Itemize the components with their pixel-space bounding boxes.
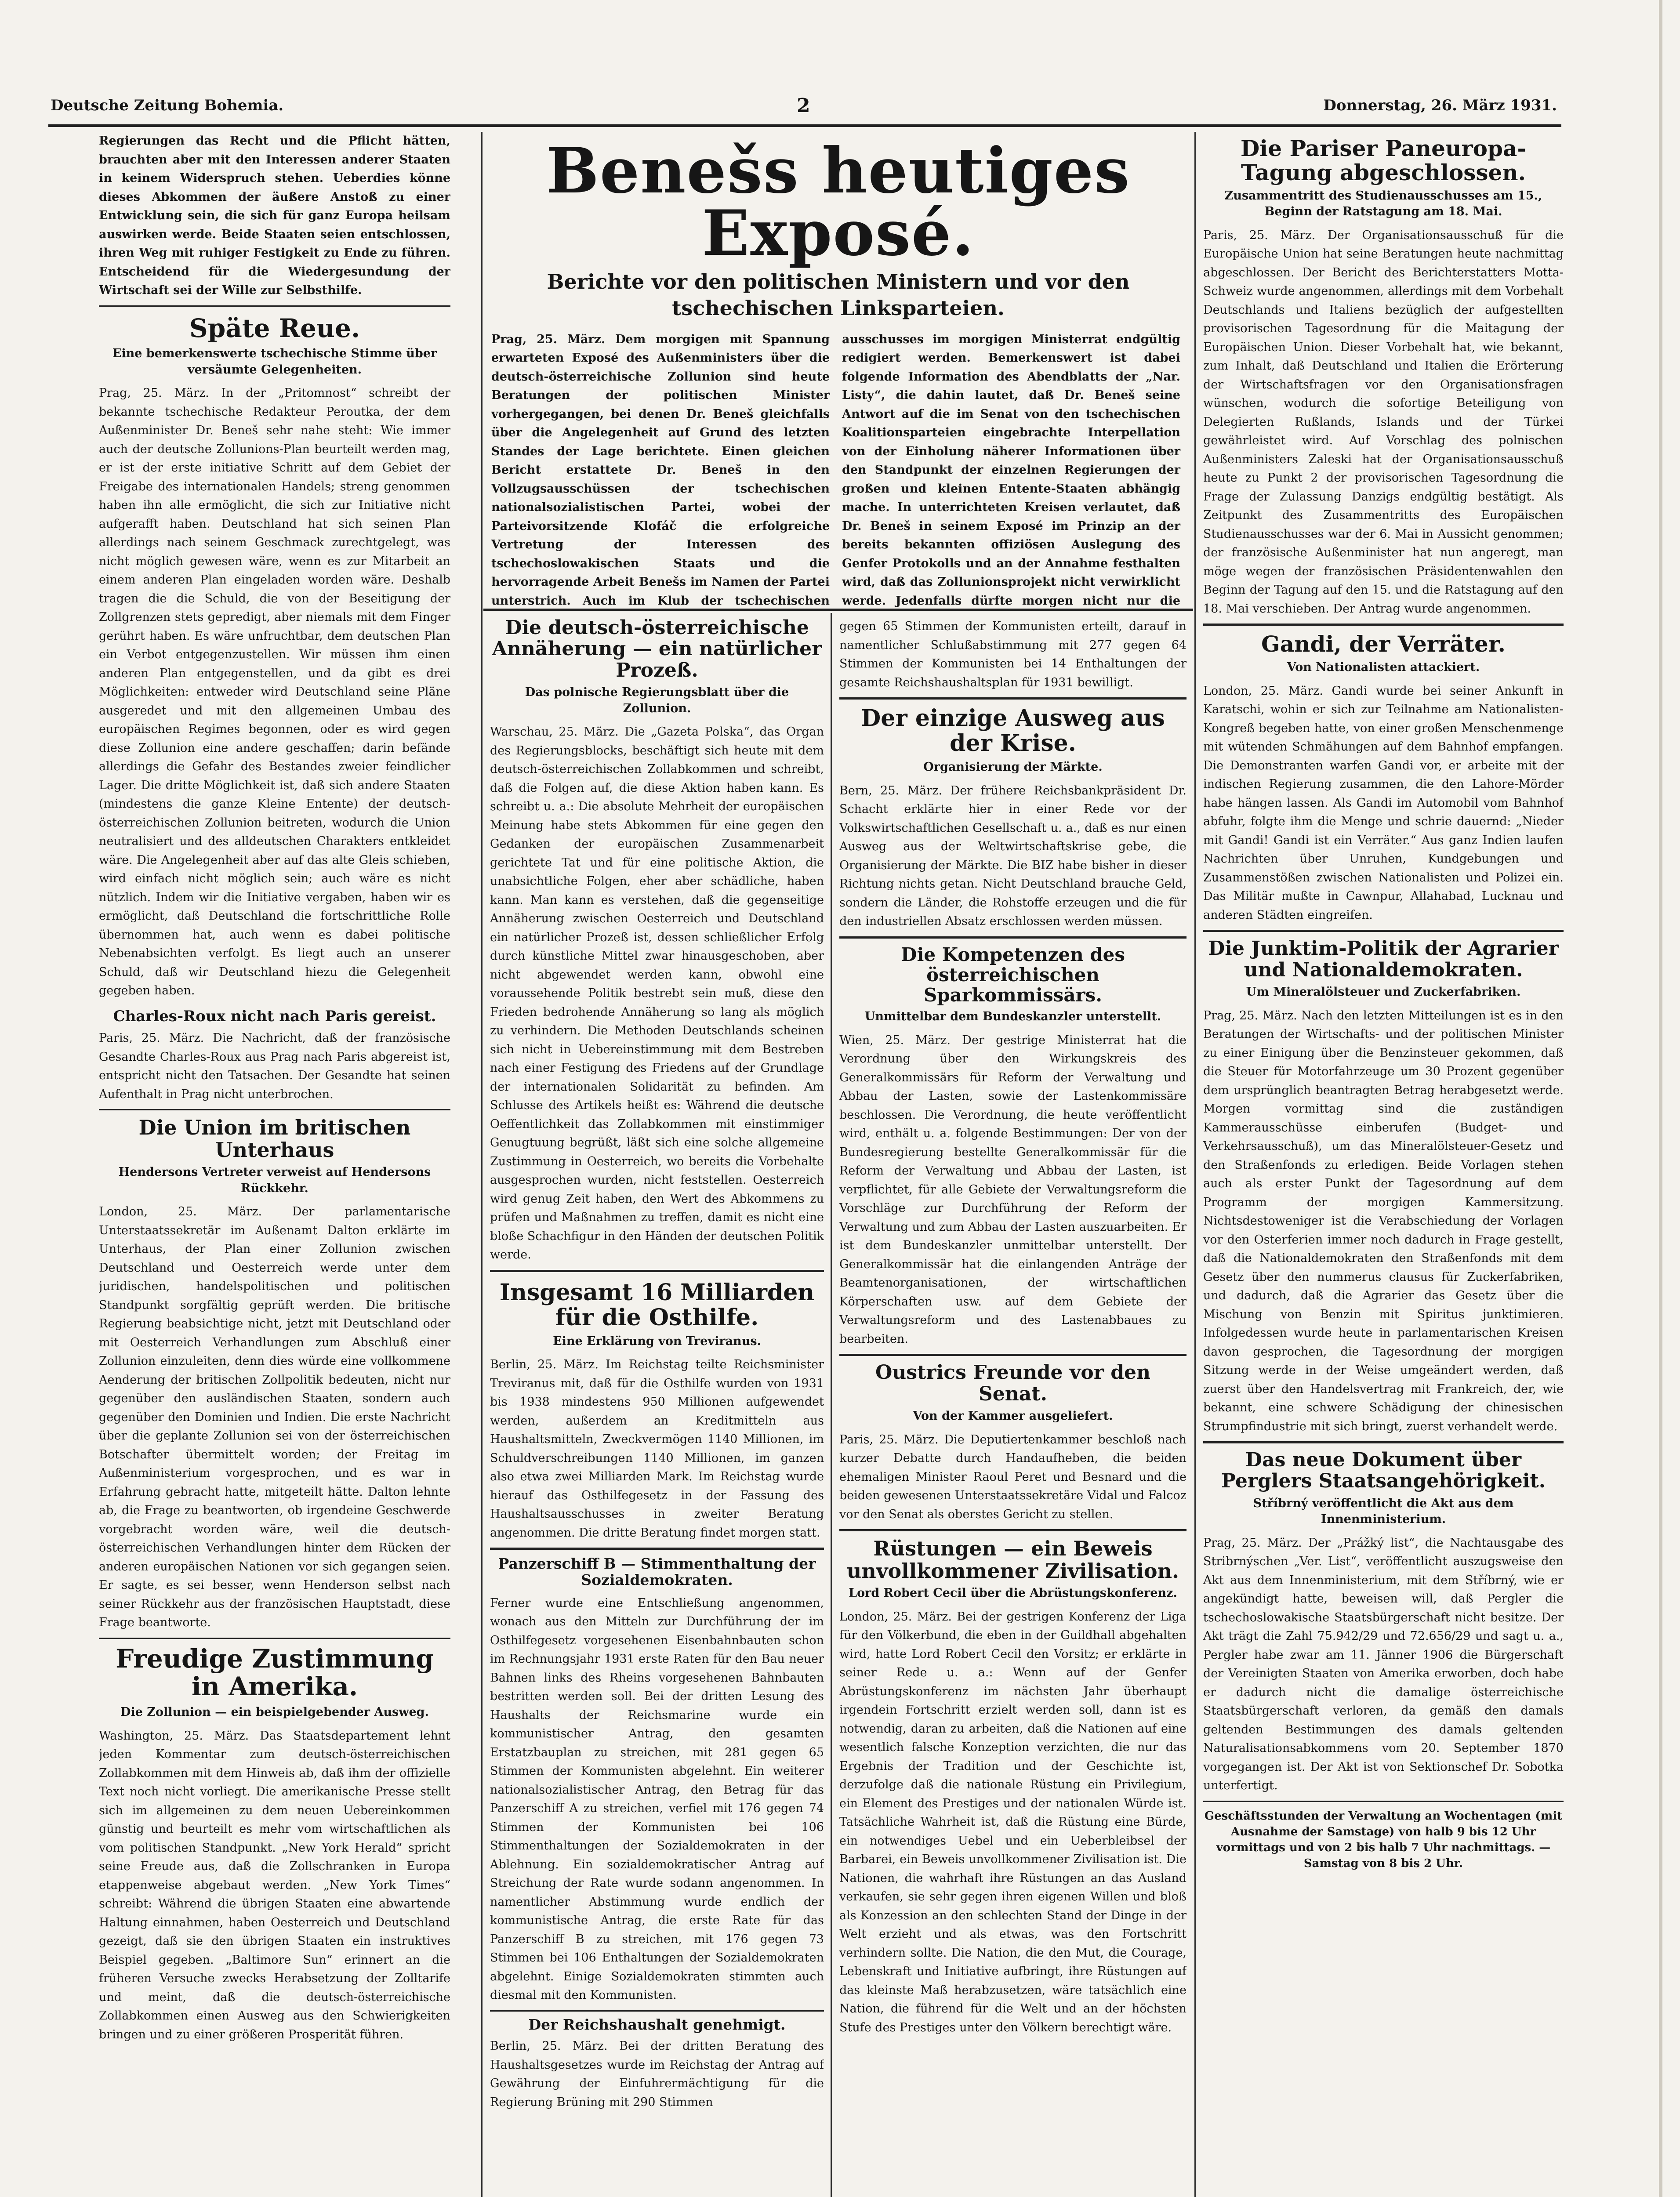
page-header bbox=[51, 92, 1557, 119]
lead-story-title: Benešs heutiges Exposé. bbox=[546, 134, 1131, 270]
article-body: Paris, 25. März. Die Nachricht, daß der französische Gesandte Charles-Roux aus Prag nach Paris abgereist ist, entspricht nicht den Tatsachen. Der Gesandte hat seinen Aufenthalt in Prag nicht unterbrochen. bbox=[99, 1031, 450, 1101]
article-body: London, 25. März. Bei der gestrigen Konferenz der Liga für den Völkerbund, die eben in der Guildhall abgehalten wird, hatte Lord Robert Cecil den Vorsitz; er erklärte in seiner Rede u. a.: Wenn auf der Genfer Abrüstungskonferenz im nächsten Jahr überhaupt irgendein Fortschritt erzielt werden soll, dann ist es notwendig, daran zu arbeiten, daß die Nationen auf eine wesentlich falsche Konzeption verzichten, die nur das Ergebnis der Tradition und der Geschichte ist, derzufolge daß die nationale Rüstung ein Privilegium, ein Element des Prestiges und der nationalen Würde ist. Tatsächliche Wahrheit ist, daß die Rüstung eine Bürde, ein notwendiges Uebel und ein Ueberbleibsel der Barbarei, ein Beweis unvollkommener Zivilisation ist. Die Nationen, die wahrhaft ihre Rüstungen an das Ausland verkaufen, sie sehr gegen ihren eigenen Willen und bloß als Konzession an den schlechten Stand der Dinge in der Welt erzieht und als etwas, was den Fortschritt verhindern sollte. Die Nation, die den Mut, die Courage, Lebenskraft und Initiative aufbringt, ihre Rüstungen auf das kleinste Maß herabzusetzen, wäre tatsächlich eine Nation, die führend für die Welt und an der höchsten Stufe des Prestiges unter den Völkern berechtigt wäre. bbox=[839, 1610, 1187, 2034]
article-body: gegen 65 Stimmen der Kommunisten erteilt, darauf in namentlicher Schlußabstimmung mit 277 gegen 64 Stimmen der Kommunisten bei 14 Enthaltungen der gesamte Reichshaushaltsplan für 1931 bewilligt. bbox=[839, 620, 1187, 689]
divider bbox=[839, 1354, 1187, 1356]
scan-edge bbox=[1659, 0, 1662, 2197]
article-title: Freudige Zustimmung in Amerika. bbox=[116, 1643, 434, 1702]
article-body: Bern, 25. März. Der frühere Reichsbankpräsident Dr. Schacht erklärte hier in einer Rede vor der Volkswirtschaftlichen Gesellschaft u. a., daß es nur einen Ausweg aus der Weltwirtschaftskrise gebe, die Organisierung der Märkte. Die BIZ habe bisher in dieser Richtung nichts getan. Nicht Deutschland brauche Geld, sondern die Länder, die Rohstoffe erzeugen und die für den industriellen Absatz erschlossen werden müssen. bbox=[839, 783, 1187, 928]
article-subtitle: Hendersons Vertreter verweist auf Hendersons Rückkehr. bbox=[118, 1165, 431, 1195]
article-subtitle: Zusammentritt des Studienausschusses am 15., Beginn der Ratstagung am 18. Mai. bbox=[1224, 189, 1542, 219]
article-body: Prag, 25. März. Nach den letzten Mitteilungen ist es in den Beratungen der Wirtschafts- und der politischen Minister zu einer Einigung über die Benzinsteuer gekommen, daß die Steuer für Motorfahrzeuge um 30 Prozent gegenüber dem ursprünglich beantragten Betrag herabgesetzt werde. Morgen vormittag sind die zuständigen Kammerausschüsse einberufen (Budget- und Verkehrsausschuß), um das Mineralölsteuer-Gesetz und den Straßenfonds zu erledigen. Beide Vorlagen stehen auch als erster Punkt der Tagesordnung auf dem Programm der morgigen Kammersitzung. Nichtsdestoweniger ist die Verabschiedung der Vorlagen vor den Osterferien immer noch dadurch in Frage gestellt, daß die Nationaldemokraten den Straßenfonds mit dem Gesetz über den nummerus clausus für Zuckerfabriken, und dadurch, daß die Agrarier das Gesetz über die Mischung von Benzin mit Spiritus junktimieren. Infolgedessen wurde heute in parlamentarischen Kreisen davon gesprochen, die Tagesordnung der morgigen Sitzung werde in der Weise umgeändert werden, daß zuerst über den Handelsvertrag mit Frankreich, der, wie bekannt, eine schwere Schädigung der chinesischen Strumpfindustrie mit sich bringt, zuerst verhandelt werde. bbox=[1203, 1008, 1564, 1433]
article-subtitle: Um Mineralölsteuer und Zuckerfabriken. bbox=[1246, 985, 1521, 999]
divider bbox=[1203, 930, 1564, 932]
article-body: Warschau, 25. März. Die „Gazeta Polska“, das Organ des Regierungsblocks, beschäftigt sich heute mit dem deutsch-österreichischen Zollabkommen und schreibt, daß die Folgen auf, die diese Aktion haben kann. Es schreibt u. a.: Die absolute Mehrheit der europäischen Meinung habe stets Abkommen für eine gegen den Gedanken der europäischen Zusammenarbeit gerichtete Tat und für eine politische Aktion, die unabsichtliche Folgen, eher aber schädliche, haben kann. Man kann es verstehen, daß die gegenseitige Annäherung zwischen Oesterreich und Deutschland ein natürlicher Prozeß ist, dessen schließlicher Erfolg durch künstliche Mittel zwar hinausgeschoben, aber nicht abgewendet werden kann, obwohl eine voraussehende Politik bestrebt sein muß, diese den Frieden bedrohende Annäherung so lang als möglich zu verhindern. Die Methoden Deutschlands scheinen sich nicht in Uebereinstimmung mit dem Bestreben nach einer Festigung des Friedens auf der Grundlage der internationalen Solidarität zu befinden. Am Schlusse des Artikels heißt es: Während die deutsche Oeffentlichkeit das Zollabkommen mit einstimmiger Genugtuung begrüßt, läßt sich eine solche allgemeine Zustimmung in Oesterreich, wo bereits die Vorbehalte ausgesprochen wurden, nicht feststellen. Oesterreich wird genug Zeit haben, den Wert des Abkommens zu prüfen und Maßnahmen zu treffen, damit es nicht eine bloße Schachfigur in den Händen der deutschen Politik werde. bbox=[490, 725, 824, 1262]
article-body: Wien, 25. März. Der gestrige Ministerrat hat die Verordnung über den Wirkungskreis des Generalkommissärs für Reform der Verwaltung und Abbau der Lasten, sowie der Lastenkommissäre beschlossen. Die Verordnung, die heute veröffentlicht wird, enthält u. a. folgende Bestimmungen: Der von der Bundesregierung bestellte Generalkommissär für die Reform der Verwaltung und Abbau der Lasten, ist verpflichtet, für alle Gebiete der Verwaltungsreform die Vorschläge zur Durchführung der Reform der Verwaltung und zum Abbau der Lasten auszuarbeiten. Er ist dem Bundeskanzler unmittelbar unterstellt. Der Generalkommissär hat die einlangenden Anträge der Beamtenorganisationen, der wirtschaftlichen Körperschaften usw. auf dem Gebiete der Verwaltungsreform und des Lastenabbaues zu bearbeiten. bbox=[839, 1033, 1187, 1346]
article-title: Die Pariser Paneuropa-Tagung abgeschlossen. bbox=[1240, 135, 1527, 185]
divider bbox=[483, 609, 1193, 611]
article-subtitle: Unmittelbar dem Bundeskanzler unterstellt. bbox=[864, 1010, 1161, 1024]
article-subtitle: Von der Kammer ausgeliefert. bbox=[913, 1409, 1113, 1423]
article-body: Berlin, 25. März. Im Reichstag teilte Reichsminister Treviranus mit, daß für die Osthilfe wurden von 1931 bis 1938 mindestens 950 Millionen aufgewendet werden, außerdem an Kreditmitteln aus Haushaltsmitteln, Zweckvermögen 1140 Millionen, im Schuldverschreibungen 1140 Millionen, im ganzen also etwa zwei Milliarden Mark. Im Reichstag wurde hierauf das Osthilfegesetz in der Fassung des Haushaltsausschusses in zweiter Beratung angenommen. Die dritte Beratung findet morgen statt. bbox=[490, 1358, 824, 1540]
article-title: Panzerschiff B — Stimmenthaltung der Sozialdemokraten. bbox=[498, 1555, 816, 1588]
article-subtitle: Lord Robert Cecil über die Abrüstungskonferenz. bbox=[849, 1586, 1177, 1600]
divider bbox=[839, 1529, 1187, 1531]
divider bbox=[99, 305, 450, 307]
divider bbox=[839, 936, 1187, 939]
divider bbox=[839, 697, 1187, 700]
article-body: London, 25. März. Gandi wurde bei seiner Ankunft in Karatschi, wohin er sich zur Teilnahme am Nationalisten-Kongreß begeben hatte, von einer großen Menschenmenge mit wütenden Schmähungen auf dem Bahnhof empfangen. Die Demonstranten warfen Gandi vor, er arbeite mit der indischen Regierung zusammen, die den Lahore-Mörder habe hängen lassen. Als Gandi im Automobil vom Bahnhof abfuhr, folgte ihm die Menge und schrie dauernd: „Nieder mit Gandi! Gandi ist ein Verräter.“ Aus ganz Indien laufen Nachrichten über Unruhen, Kundgebungen und Zusammenstößen zwischen Nationalisten und Polizei ein. Das Militär mußte in Cawnpur, Allahabad, Lucknau und anderen Städten eingreifen. bbox=[1203, 684, 1564, 922]
article-title: Insgesamt 16 Milliarden für die Osthilfe. bbox=[499, 1279, 815, 1331]
divider bbox=[490, 1548, 824, 1550]
article-title: Oustrics Freunde vor den Senat. bbox=[875, 1361, 1151, 1405]
article-subtitle: Eine Erklärung von Treviranus. bbox=[553, 1334, 761, 1348]
lead-story-body-left: Prag, 25. März. Dem morgigen mit Spannung erwarteten Exposé des Außenministers über die deutsch-österreichische Zollunion sind heute Beratungen der politischen Minister vorhergegangen, bei denen Dr. Beneš gleichfalls über die Angelegenheit auf Grund des letzten Standes der Lage berichtete. Einen gleichen Bericht erstattete Dr. Beneš in den Vollzugsausschüssen der tschechischen nationalsozialistischen Partei, wobei der Parteivorsitzende Klofáč die erfolgreiche Vertretung der Interessen des tschechoslowakischen Staats und die hervorragende Arbeit Benešs im Namen der Partei unterstrich. Auch im Klub der tschechischen bbox=[491, 332, 830, 608]
column-1 bbox=[99, 132, 450, 2197]
article-subtitle: Organisierung der Märkte. bbox=[923, 760, 1103, 774]
lead-continuation: Regierungen das Recht und die Pflicht hätten, brauchten aber mit den Interessen anderer Staaten in keinem Widerspruch stehen. Ueberdies könne dieses Abkommen der äußere Anstoß zu einer Entwicklung sein, die sich für ganz Europa heilsam auswirken werde. Beide Staaten seien entschlossen, ihren Weg mit ruhiger Festigkeit zu Ende zu führen. Entscheidend für die Wiedergesundung der Wirtschaft sei der Wille zur Selbsthilfe. bbox=[99, 134, 450, 297]
divider bbox=[1203, 1441, 1564, 1443]
article-body: London, 25. März. Der parlamentarische Unterstaatssekretär im Außenamt Dalton erklärte im Unterhaus, der Plan einer Zollunion zwischen Deutschland und Oesterreich werde unter dem juridischen, handelspolitischen und politischen Standpunkt sorgfältig geprüft werden. Die britische Regierung beabsichtige nicht, jetzt mit Deutschland oder mit Oesterreich Verhandlungen zum Abschluß einer Zollunion einzuleiten, denn dies würde eine vollkommene Aenderung der britischen Zollpolitik bedeuten, nicht nur gegenüber den ausländischen Staaten, sondern auch gegenüber den Dominien und Indien. Die erste Nachricht über die geplante Zollunion sei von der österreichischen Botschafter übermittelt worden; der Freitag im Außenministerium vorgesprochen, und es war in Erfahrung gebracht hatte, mitgeteilt hätte. Dalton lehnte ab, die Frage zu beantworten, ob irgendeine Geschwerde vorgebracht worden wäre, weil die deutsch-österreichischen Verhandlungen hinter dem Rücken der anderen europäischen Nationen vor sich gegangen seien. Er sagte, es sei besser, wenn Henderson selbst nach seiner Rückkehr aus der französischen Hauptstadt, diese Frage beantworte. bbox=[99, 1205, 450, 1630]
divider bbox=[490, 2010, 824, 2012]
article-subtitle: Die Zollunion — ein beispielgebender Ausweg. bbox=[120, 1705, 429, 1719]
divider bbox=[1203, 624, 1564, 626]
article-body: Berlin, 25. März. Bei der dritten Beratung des Haushaltsgesetzes wurde im Reichstag der Antrag auf Gewährung der Einfuhrermächtigung für die Regierung Brüning mit 290 Stimmen bbox=[490, 2039, 824, 2109]
page-number: 2 bbox=[796, 94, 810, 117]
divider bbox=[99, 1638, 450, 1639]
article-body: Ferner wurde eine Entschließung angenommen, wonach aus den Mitteln zur Durchführung der im Osthilfegesetz vorgesehenen Eisenbahnbauten schon im Rechnungsjahr 1931 erste Raten für den Bau neuer Bahnen links des Rheins vorgesehenen Bahnbauten bestritten werden soll. Bei der dritten Lesung des Haushalts der Reichsmarine wurde ein kommunistischer Antrag, den gesamten Erstatzbauplan zu streichen, mit 281 gegen 65 Stimmen der Kommunisten abgelehnt. Ein weiterer nationalsozialistischer Antrag, den Betrag für das Panzerschiff A zu streichen, verfiel mit 176 gegen 74 Stimmen der Kommunisten bei 106 Stimmenthaltungen der Sozialdemokraten in der Ablehnung. Ein sozialdemokratischer Antrag auf Streichung der Rate wurde sodann angenommen. In namentlicher Abstimmung wurde endlich der kommunistische Antrag, die erste Rate für das Panzerschiff B zu streichen, mit 176 gegen 73 Stimmen bei 106 Enthaltungen der Sozialdemokraten abgelehnt. Einige Sozialdemokraten stimmten auch diesmal mit den Kommunisten. bbox=[490, 1596, 824, 2002]
issue-date: Donnerstag, 26. März 1931. bbox=[1323, 97, 1557, 114]
article-body: Washington, 25. März. Das Staatsdepartement lehnt jeden Kommentar zum deutsch-österreichischen Zollabkommen mit dem Hinweis ab, daß ihm der offizielle Text noch nicht vorliegt. Die amerikanische Presse stellt sich im allgemeinen zu dem neuen Uebereinkommen günstig und beurteilt es mehr vom wirtschaftlichen als vom politischen Standpunkt. „New York Herald“ spricht seine Freude aus, daß die Zollschranken in Europa etappenweise abgebaut werden. „New York Times“ schreibt: Während die übrigen Staaten eine abwartende Haltung einnahmen, haben Oesterreich und Deutschland gezeigt, daß sie den übrigen Staaten ein instruktives Beispiel gegeben. „Baltimore Sun“ erinnert an die früheren Versuche zwecks Herabsetzung der Zolltarife und meint, daß die deutsch-österreichische Zollabkommen einen Ausweg aus den Schwierigkeiten bringen und zu einer größeren Prosperität führen. bbox=[99, 1729, 450, 2041]
article-title: Charles-Roux nicht nach Paris gereist. bbox=[113, 1007, 436, 1025]
divider bbox=[490, 1270, 824, 1272]
newspaper-name: Deutsche Zeitung Bohemia. bbox=[51, 97, 284, 114]
divider bbox=[99, 1109, 450, 1110]
article-body: Paris, 25. März. Der Organisationsausschuß für die Europäische Union hat seine Beratungen heute nachmittag abgeschlossen. Der Bericht des Berichterstatters Motta-Schweiz wurde angenommen, allerdings mit dem Vorbehalt Deutschlands und Italiens bezüglich der aufgestellten provisorischen Tagesordnung für die Maitagung der Europäischen Union. Dieser Vorbehalt hat, wie bekannt, zum Inhalt, daß Deutschland und Italien die Erörterung der Wirtschaftsfragen vor den Organisationsfragen wünschen, wodurch die sofortige Beteiligung von Delegierten Rußlands, Islands und der Türkei gewährleistet wird. Auf Vorschlag des polnischen Außenministers Zaleski hat der Organisationsausschuß heute zu Punkt 2 der provisorischen Tagesordnung die Frage der Zulassung Danzigs endgültig bestätigt. Als Zeitpunkt des Zusammentritts des Europäischen Studienausschusses war der 6. Mai in Aussicht genommen; der französische Außenminister hat nun angeregt, man möge wegen der französischen Präsidentenwahlen den Beginn der Tagung auf den 15. und die Ratstagung auf den 18. Mai verschieben. Der Antrag wurde angenommen. bbox=[1203, 228, 1564, 616]
column-divider bbox=[831, 613, 832, 2197]
article-title: Rüstungen — ein Beweis unvollkommener Zivilisation. bbox=[846, 1537, 1179, 1583]
article-title: Die Junktim-Politik der Agrarier und Nationaldemokraten. bbox=[1208, 937, 1559, 981]
header-rule bbox=[48, 124, 1561, 127]
lead-story bbox=[488, 132, 1189, 611]
divider bbox=[1203, 1801, 1564, 1802]
article-title: Gandi, der Verräter. bbox=[1261, 631, 1506, 657]
article-title: Der Reichshaushalt genehmigt. bbox=[528, 2016, 786, 2033]
article-title: Der einzige Ausweg aus der Krise. bbox=[861, 705, 1165, 757]
article-subtitle: Eine bemerkenswerte tschechische Stimme über versäumte Gelegenheiten. bbox=[112, 347, 437, 377]
column-divider bbox=[481, 132, 483, 2197]
article-subtitle: Von Nationalisten attackiert. bbox=[1287, 660, 1480, 674]
article-title: Das neue Dokument über Perglers Staatsangehörigkeit. bbox=[1221, 1449, 1546, 1493]
lead-story-body-right: ausschusses im morgigen Ministerrat endgültig redigiert werden. Bemerkenswert ist dabei folgende Information des Abendblatts der „Nar. Listy“, die dahin lautet, daß Dr. Beneš seine Antwort auf die im Senat von den tschechischen Koalitionsparteien eingebrachte Interpellation von der Einholung näherer Informationen über den Standpunkt der einzelnen Regierungen der großen und kleinen Entente-Staaten abhängig mache. In unterrichteten Kreisen verlautet, daß Dr. Beneš in seinem Exposé im Prinzip an der bereits bekannten offiziösen Auslegung des Genfer Protokolls und an der Annahme festhalten wird, daß das Zollunionsprojekt nicht verwirklicht werde. Jedenfalls dürfte morgen nicht nur die bbox=[842, 332, 1180, 608]
article-body: Prag, 25. März. Der „Prážký list“, die Nachtausgabe des Stribrnýschen „Ver. List“, veröffentlicht auszugsweise den Akt aus dem Innenministerium, mit dem Stříbrný, wie er angekündigt hatte, beweisen will, daß Pergler die tschechoslowakische Staatsbürgerschaft nicht besitze. Der Akt trägt die Zahl 75.942/29 und 72.656/29 und sagt u. a., Pergler habe zwar am 11. Jänner 1906 die Bürgerschaft der Vereinigten Staaten von Amerika erworben, doch habe er dadurch nicht die damalige österreichische Staatsbürgerschaft verloren, da gemäß den damals geltenden Bestimmungen des damals geltenden Naturalisationsabkommens vom 20. September 1870 vorgegangen ist. Der Akt ist von Sektionschef Dr. Sobotka unterfertigt. bbox=[1203, 1536, 1564, 1793]
column-4 bbox=[1203, 132, 1564, 2197]
lead-story-dek: Berichte vor den politischen Ministern und vor den tschechischen Linksparteien. bbox=[547, 270, 1130, 320]
article-body: Prag, 25. März. In der „Pritomnost“ schreibt der bekannte tschechische Redakteur Peroutka, der dem Außenminister Dr. Beneš sehr nahe steht: Wie immer auch der deutsche Zollunions-Plan beurteilt werden mag, er ist der erste initiative Schritt auf dem Gebiet der Freigabe des internationalen Handels; streng genommen haben ihn alle ermöglicht, die sich zur Initiative nicht aufgerafft haben. Deutschland hat sich seinen Plan allerdings nach seinem Geschmack zurechtgelegt, was nicht möglich gewesen wäre, wenn es zur Mitarbeit an einem anderen Plan eingeladen worden wäre. Deshalb tragen die die Schuld, die von der Beseitigung der Zollgrenzen stets gepredigt, aber niemals mit dem Finger gerührt haben. Es wäre unfruchtbar, dem deutschen Plan ein Verbot entgegenzustellen. Wir müssen ihm einen anderen Plan entgegenstellen, und da gibt es drei Möglichkeiten: entweder wird Deutschland seine Pläne ausgeredet und mit den allgemeinen Umbau des europäischen Regimes begonnen, oder es wird gegen diese Zollunion eine andere geschaffen; darin befände allerdings die Gefahr des Bestandes zweier feindlicher Lager. Die dritte Möglichkeit ist, daß sich andere Staaten (mindestens die ganze Kleine Entente) der deutsch-österreichischen Zollunion beitreten, wodurch die Union neutralisiert und des alldeutschen Charakters entkleidet wäre. Die Angelegenheit aber auf das alte Gleis schieben, wird einfach nicht möglich sein; auch wäre es nicht nützlich. Indem wir die Initiative vergaben, haben wir es ermöglicht, daß Deutschland die fortschrittliche Rolle übernommen hat, auch wenn es dabei politische Nebenabsichten verfolgt. Es liegt auch an unserer Schuld, daß wir Deutschland hiezu die Gelegenheit gegeben haben. bbox=[99, 386, 450, 998]
column-3 bbox=[839, 617, 1187, 2197]
article-title: Die deutsch-österreichische Annäherung — ein natürlicher Prozeß. bbox=[492, 617, 822, 682]
article-body: Paris, 25. März. Die Deputiertenkammer beschloß nach kurzer Debatte durch Handaufheben, die beiden ehemaligen Minister Raoul Peret und Besnard und die beiden gewesenen Unterstaatssekretäre Vidal und Falcoz vor den Senat als oberstes Gericht zu stellen. bbox=[839, 1432, 1187, 1521]
article-title: Die Union im britischen Unterhaus bbox=[138, 1116, 411, 1162]
article-subtitle: Das polnische Regierungsblatt über die Zollunion. bbox=[525, 685, 789, 715]
article-subtitle: Stříbrný veröffentlicht die Akt aus dem Innenministerium. bbox=[1253, 1496, 1514, 1526]
article-title: Die Kompetenzen des österreichischen Sparkommissärs. bbox=[901, 943, 1125, 1006]
column-2 bbox=[490, 617, 824, 2197]
article-title: Späte Reue. bbox=[189, 313, 360, 343]
column-divider bbox=[1194, 132, 1196, 2197]
office-hours-notice: Geschäftsstunden der Verwaltung an Wochentagen (mit Ausnahme der Samstage) von halb 9 bis 12 Uhr vormittags und von 2 bis halb 7 Uhr nachmittags. — Samstag von 8 bis 2 Uhr. bbox=[1204, 1809, 1563, 1870]
